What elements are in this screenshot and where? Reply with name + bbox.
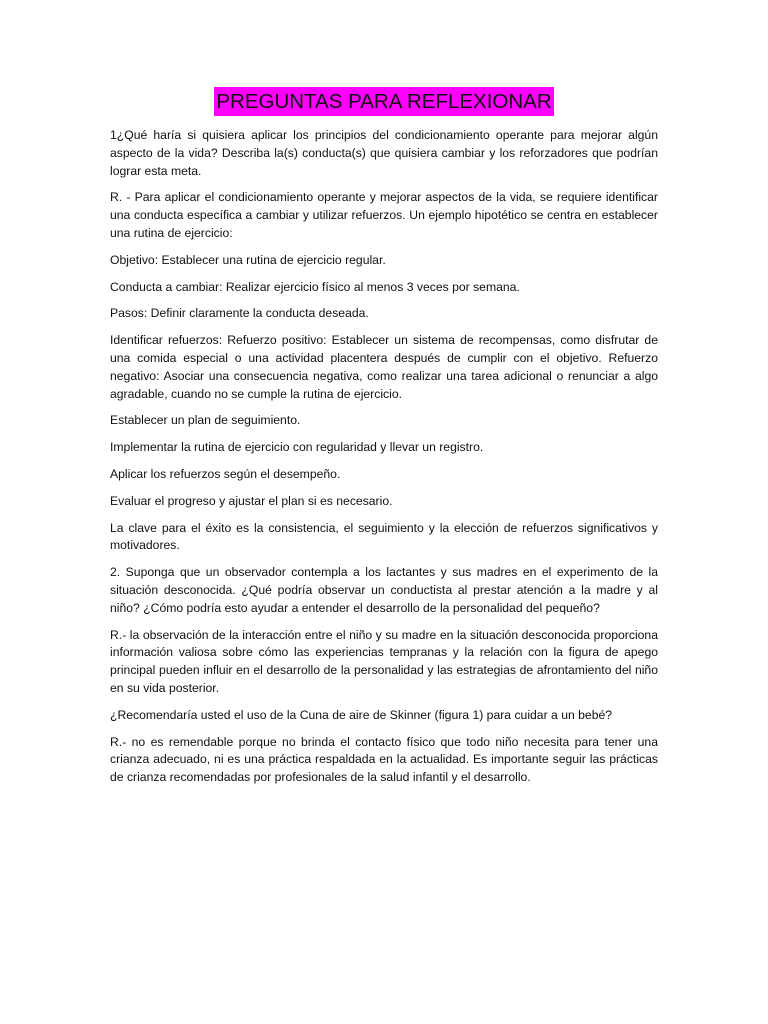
answer-1-behavior: Conducta a cambiar: Realizar ejercicio físico al menos 3 veces por semana. [110,279,520,294]
answer-1-plan: Establecer un plan de seguimiento. [110,413,301,428]
page-title: PREGUNTAS PARA REFLEXIONAR [214,87,553,116]
question-2: 2. Suponga que un observador contempla a los lactantes y sus madres en el experimento de la situación desconocida. ¿Qué podría observar un conductista al prestar atención a la madre y al niño? ¿Cómo podría esto ayudar a entender el desarrollo de la personalidad del pequeño? [110,565,658,615]
answer-1-intro: R. - Para aplicar el condicionamiento operante y mejorar aspectos de la vida, se requiere identificar una conducta específica a cambiar y utilizar refuerzos. Un ejemplo hipotético se centra en establecer una rutina de ejercicio: [110,190,658,240]
answer-1-implement: Implementar la rutina de ejercicio con regularidad y llevar un registro. [110,440,484,455]
answer-1-reinforcers: Identificar refuerzos: Refuerzo positivo: Establecer un sistema de recompensas, como disfrutar de una comida especial o una actividad placentera después de cumplir con el objetivo. Refuerzo negativo: Asociar una consecuencia negativa, como realizar una tarea adicional o renunciar a algo agradable, cuando no se cumple la rutina de ejercicio. [110,333,658,401]
document-body [110,127,658,796]
title-container [0,87,768,116]
answer-1-conclusion: La clave para el éxito es la consistencia, el seguimiento y la elección de refuerzos significativos y motivadores. [110,520,658,553]
answer-3: R.- no es remendable porque no brinda el contacto físico que todo niño necesita para tener una crianza adecuado, ni es una práctica respaldada en la actualidad. Es importante seguir las prácticas de crianza recomendadas por profesionales de la salud infantil y el desarrollo. [110,734,658,785]
question-3: ¿Recomendaría usted el uso de la Cuna de aire de Skinner (figura 1) para cuidar a un bebé? [110,707,613,722]
answer-1-steps: Pasos: Definir claramente la conducta deseada. [110,306,369,321]
answer-1-evaluate: Evaluar el progreso y ajustar el plan si es necesario. [110,493,393,508]
question-1: 1¿Qué haría si quisiera aplicar los principios del condicionamiento operante para mejorar algún aspecto de la vida? Describa la(s) conducta(s) que quisiera cambiar y los reforzadores que podrían lograr esta meta. [110,128,658,178]
answer-1-objective: Objetivo: Establecer una rutina de ejercicio regular. [110,252,386,267]
answer-1-apply: Aplicar los refuerzos según el desempeño. [110,466,341,481]
answer-2: R.- la observación de la interacción entre el niño y su madre en la situación desconocida proporciona información valiosa sobre cómo las experiencias tempranas y la relación con la figura de apego principal pueden influir en el desarrollo de la personalidad y las estrategias de afrontamiento del niño en su vida posterior. [110,627,658,695]
